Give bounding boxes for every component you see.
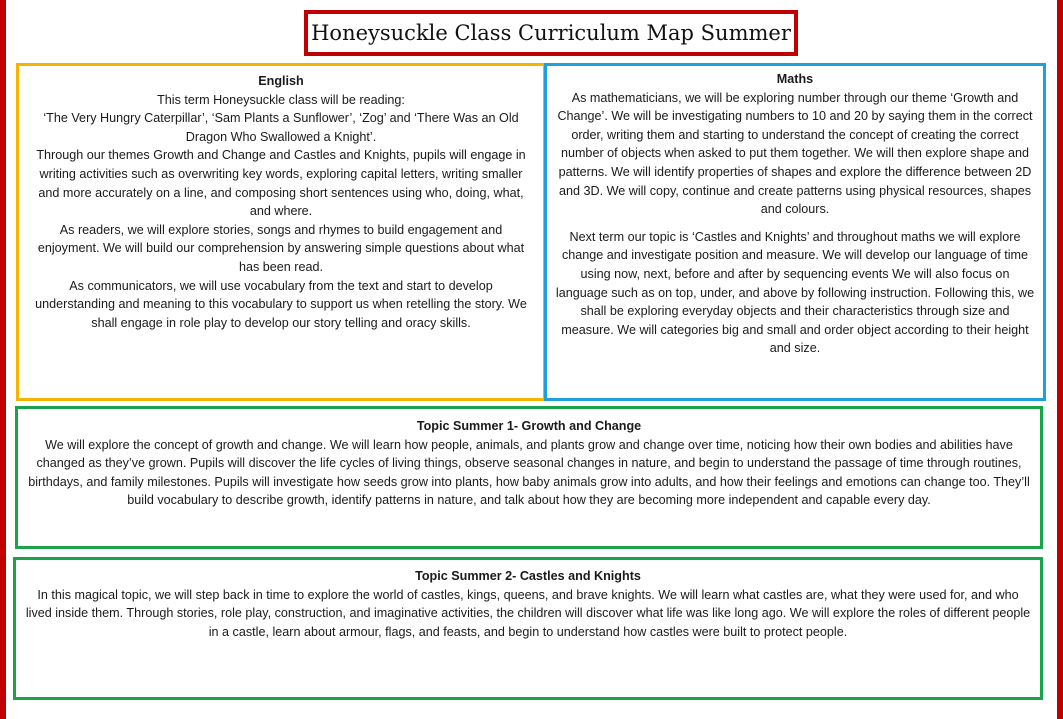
topic-summer-2-text: In this magical topic, we will step back in time to explore the world of castles, kings, queens, and brave knights. We will learn what castles are, what they were used for, and who lived inside them. Through stories, role play, construction, and imaginative activities, the children will discover what life was like long ago. We will explore the roles of different people in a castle, learn about armour, flags, and feasts, and begin to understand how castles were built to protect people. (25, 587, 1031, 639)
topic-summer-2-heading: Topic Summer 2- Castles and Knights (415, 569, 641, 583)
english-paragraph: As readers, we will explore stories, songs and rhymes to build engagement and enjoyment. We will build our comprehension by answering simple questions about what has been read. (37, 222, 525, 274)
topic-summer-1-text: We will explore the concept of growth and change. We will learn how people, animals, and plants grow and change over time, noticing how their own bodies and abilities have changed as they’ve grown. Pupils will discover the life cycles of living things, observe seasonal changes in nature, and begin to understand the passage of time through routines, birthdays, and family milestones. Pupils will investigate how seeds grow into plants, how baby animals grow into adults, and how their feelings and emotions can change too. They’ll build vocabulary to describe growth, identify patterns in nature, and talk about how they are becoming more independent and capable every day. (28, 437, 1030, 508)
maths-paragraph: As mathematicians, we will be exploring number through our theme ‘Growth and Change’. We will be investigating numbers to 10 and 20 by saying them in the correct order, writing them and starting to understand the concept of creating the correct number of objects when asked to put them together. We will then explore shape and patterns. We will identify properties of shapes and explore the difference between 2D and 3D. We will copy, continue and create patterns using physical resources, shapes and colours. (557, 90, 1033, 217)
english-heading: English (258, 74, 304, 88)
maths-heading: Maths (776, 72, 814, 86)
maths-paragraph: Next term our topic is ‘Castles and Knights’ and throughout maths we will explore change and investigate position and measure. We will develop our language of time using now, next, before and after by sequencing events We will also focus on language such as on top, under, and above by following instruction. Following this, we shall be exploring everyday objects and their characteristics through size and measure. We will categories big and small and order object according to their height and size. (555, 229, 1035, 356)
topic-summer-1-heading: Topic Summer 1- Growth and Change (416, 419, 642, 433)
english-paragraph: Through our themes Growth and Change and Castles and Knights, pupils will engage in writing activities such as overwriting key words, exploring capital letters, writing smaller and more accurately on a line, and composing short sentences using who, doing, what, and where. (36, 148, 526, 219)
english-paragraph: ‘The Very Hungry Caterpillar’, ‘Sam Plants a Sunflower’, ‘Zog’ and ‘There Was an Old Dragon Who Swallowed a Knight’. (43, 111, 519, 144)
english-paragraph: This term Honeysuckle class will be reading: (157, 92, 405, 107)
topic-summer-1-section (15, 406, 1043, 549)
maths-section (544, 63, 1046, 401)
english-section (16, 63, 546, 401)
english-paragraph: As communicators, we will use vocabulary from the text and start to develop understanding and meaning to this vocabulary to support us when retelling the story. We shall engage in role play to develop our story telling and oracy skills. (35, 278, 527, 330)
topic-summer-2-section (13, 557, 1043, 700)
page-title: Honeysuckle Class Curriculum Map Summer (304, 10, 798, 56)
